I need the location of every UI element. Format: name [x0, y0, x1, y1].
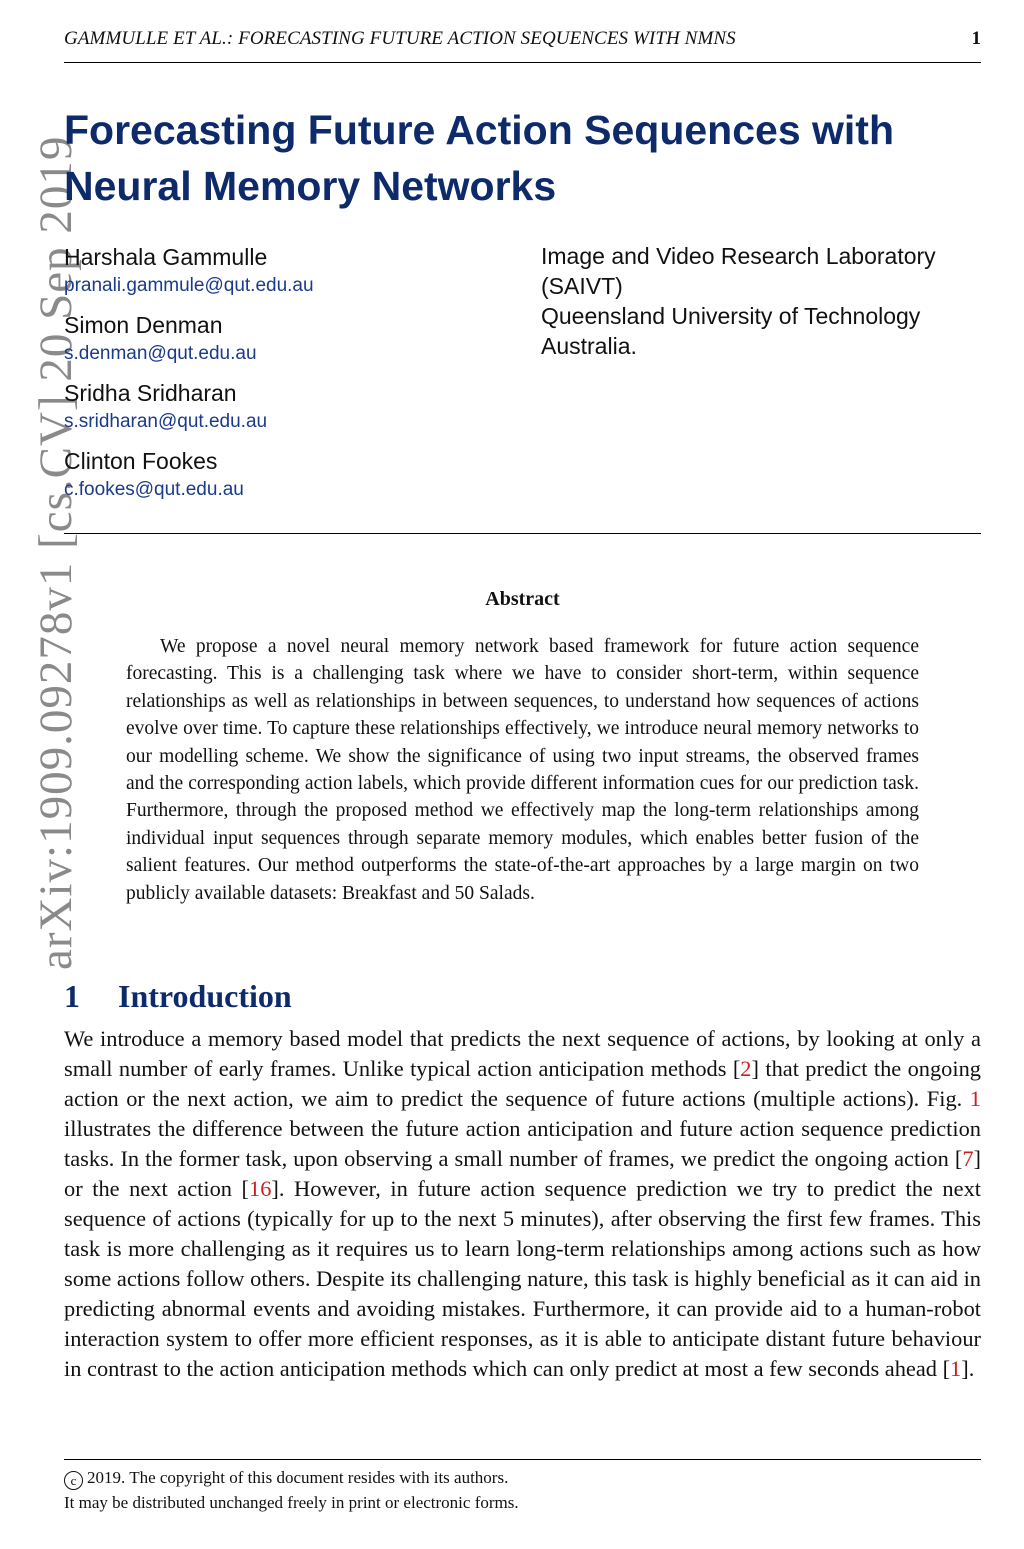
author-entry — [64, 377, 504, 445]
page-number: 1 — [971, 28, 981, 49]
intro-text: ]. However, in future action sequence prediction we try to predict the next sequence of actions (typically for up to the next 5 minutes), after observing the first few frames. This task is more challenging as it requires us to learn long-term relationships among actions such as how some actions follow others. Despite its challenging nature, this task is highly beneficial as it can aid in predicting abnormal events and avoiding mistakes. Furthermore, it can provide aid to a human-robot interaction system to offer more efficient responses, as it is able to anticipate distant future behaviour in contrast to the action anticipation methods which can only predict at most a few seconds ahead [ — [64, 1176, 981, 1381]
affiliation-line: Australia. — [541, 333, 637, 359]
author-entry — [64, 309, 504, 377]
arxiv-identifier-stamp: arXiv:1909.09278v1 [cs.CV] 20 Sep 2019 — [30, 135, 82, 970]
section-number: 1 — [64, 978, 80, 1014]
affiliation-line: Image and Video Research Laboratory — [541, 243, 936, 269]
figure-reference-link[interactable]: 1 — [969, 1086, 981, 1111]
citation-link[interactable]: 7 — [962, 1146, 974, 1171]
author-entry — [64, 241, 504, 309]
abstract-text: We propose a novel neural memory network based framework for future action sequence forecasting. This is a challenging task where we have to consider short-term, within sequence relationships as well as relationships in between sequences, to understand how sequences of actions evolve over time. To capture these relationships effectively, we introduce neural memory networks to our modelling scheme. We show the significance of using two input streams, the observed frames and the corresponding action labels, which provide different information cues for our prediction task. Furthermore, through the proposed method we effectively map the long-term relationships among individual input sequences through separate memory modules, which enables better fusion of the salient features. Our method outperforms the state-of-the-art approaches by a large margin on two publicly available datasets: Breakfast and 50 Salads. — [126, 636, 919, 904]
author-name: Simon Denman — [64, 312, 223, 338]
footnote-rule — [64, 1459, 981, 1460]
intro-text: ] or the next action [ — [64, 1146, 981, 1201]
author-name: Harshala Gammulle — [64, 244, 268, 270]
title-line-2: Neural Memory Networks — [64, 163, 557, 209]
citation-link[interactable]: 2 — [740, 1056, 752, 1081]
footnote-text: 2019. The copyright of this document resides with its authors. — [87, 1468, 509, 1487]
section-title: Introduction — [118, 978, 292, 1014]
footnote-line-1 — [64, 1465, 981, 1490]
introduction-paragraph — [64, 1024, 981, 1384]
author-email-link[interactable]: s.sridharan@qut.edu.au — [64, 411, 268, 432]
affiliation-line: (SAIVT) — [541, 273, 623, 299]
citation-link[interactable]: 1 — [950, 1356, 962, 1381]
intro-text: ] that predict the ongoing action or the next action, we aim to predict the sequence of future actions (multiple actions). Fig. — [64, 1056, 981, 1111]
author-list — [64, 241, 504, 513]
author-name: Sridha Sridharan — [64, 380, 237, 406]
intro-text: illustrates the difference between the future action anticipation and future action sequence prediction tasks. In the former task, upon observing a small number of frames, we predict the ongoing action [ — [64, 1116, 981, 1171]
running-header — [64, 28, 981, 56]
citation-link[interactable]: 16 — [249, 1176, 272, 1201]
abstract-heading: Abstract — [485, 588, 560, 610]
running-title: GAMMULLE ET AL.: FORECASTING FUTURE ACTION SEQUENCES WITH NMNS — [64, 28, 736, 49]
title-block-rule — [64, 533, 981, 534]
intro-text: ]. — [961, 1356, 975, 1381]
author-email-link[interactable]: c.fookes@qut.edu.au — [64, 479, 244, 500]
copyright-icon: c — [64, 1471, 83, 1490]
author-name: Clinton Fookes — [64, 448, 218, 474]
author-entry — [64, 445, 504, 513]
title-line-1: Forecasting Future Action Sequences with — [64, 107, 894, 153]
affiliation-line: Queensland University of Technology — [541, 303, 921, 329]
intro-text: We introduce a memory based model that predicts the next sequence of actions, by looking at only a small number of early frames. Unlike typical action anticipation methods [ — [64, 1026, 981, 1081]
paper-title — [64, 102, 964, 214]
header-rule — [64, 62, 981, 63]
author-email-link[interactable]: pranali.gammule@qut.edu.au — [64, 275, 314, 296]
affiliation — [541, 241, 981, 361]
footnote-line-2: It may be distributed unchanged freely in print or electronic forms. — [64, 1493, 519, 1512]
copyright-footnote — [64, 1465, 981, 1515]
section-heading-introduction — [64, 978, 764, 1015]
author-email-link[interactable]: s.denman@qut.edu.au — [64, 343, 257, 364]
